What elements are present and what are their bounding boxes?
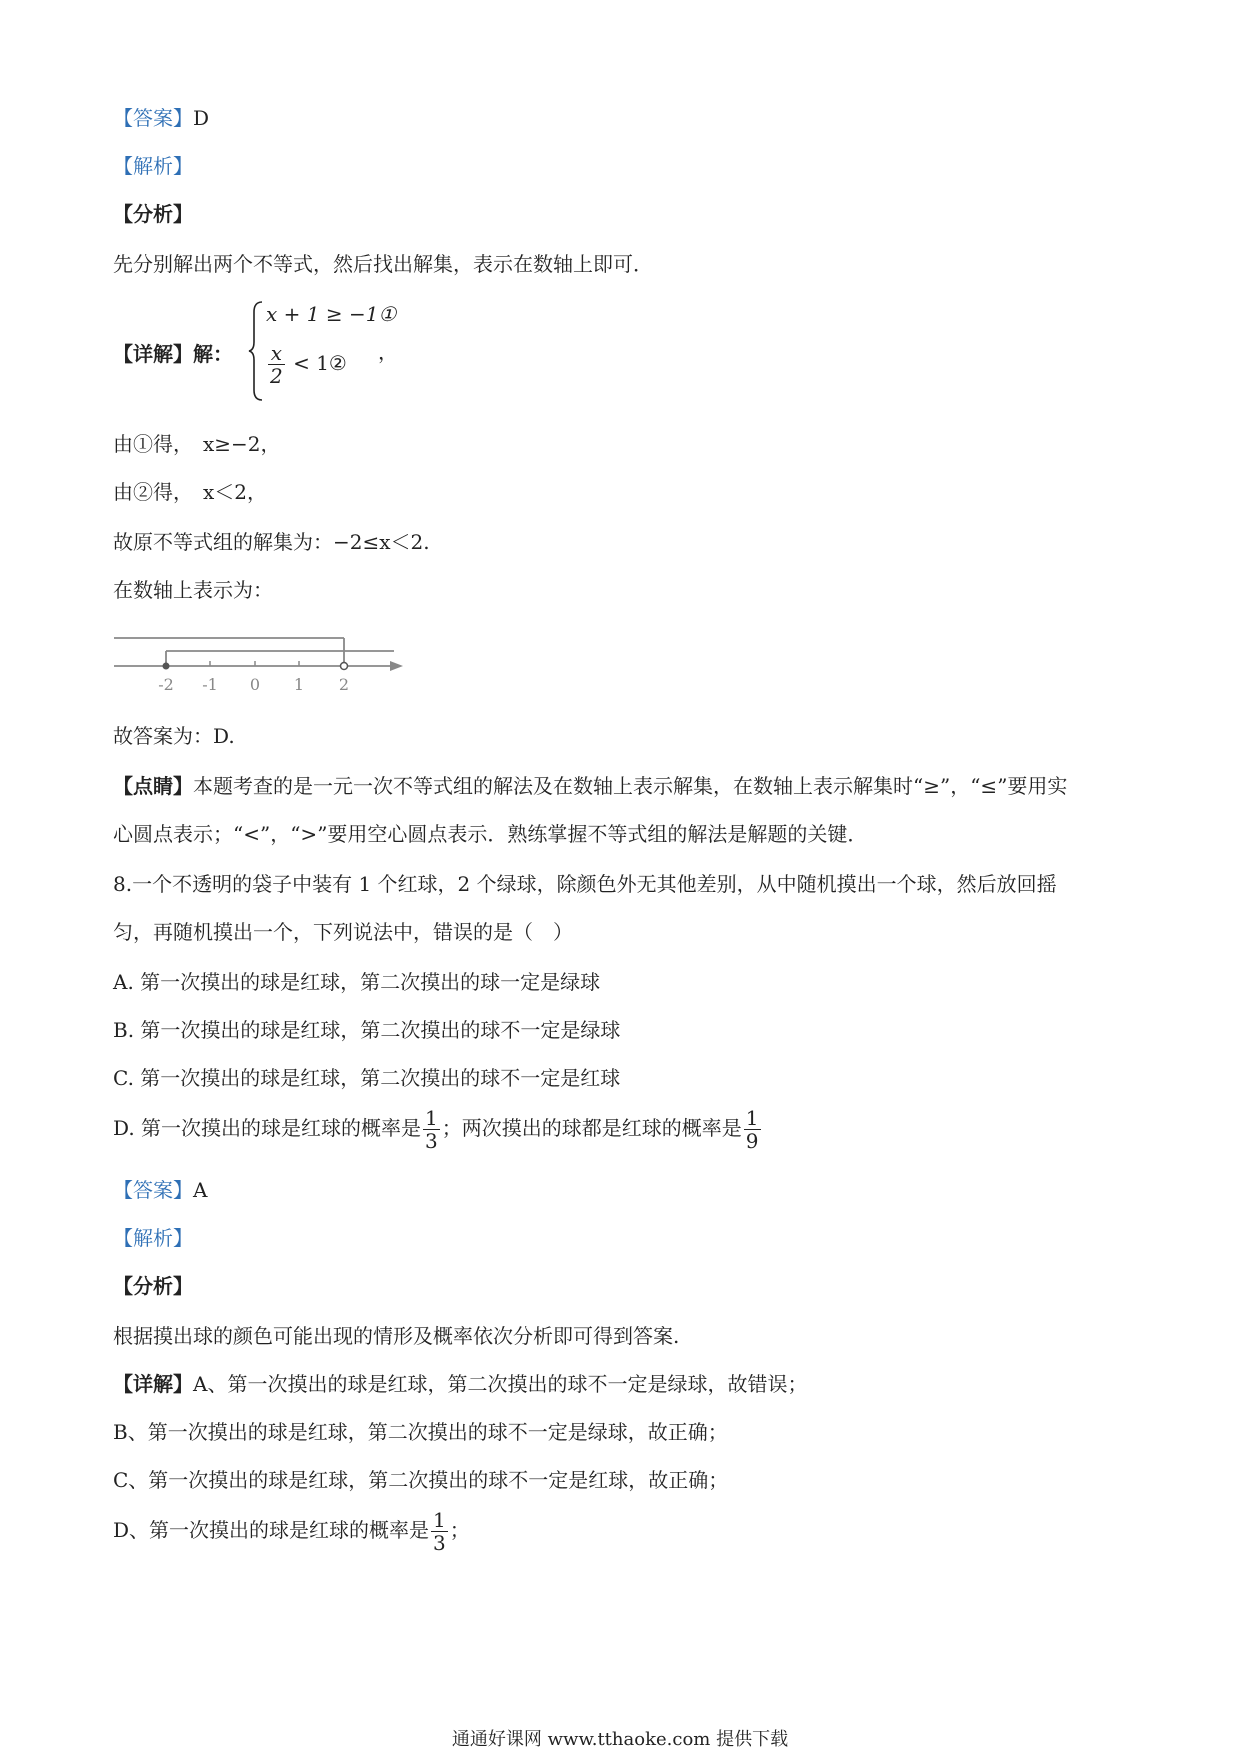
system-comma: ，	[378, 340, 398, 364]
answer-label: 【答案】	[113, 1178, 193, 1202]
q8-detail-a-text: A、第一次摸出的球是红球，第二次摸出的球不一定是绿球，故错误；	[193, 1372, 808, 1396]
bracket-lines	[114, 638, 394, 665]
step-2: 由②得， x＜2，	[113, 480, 268, 504]
dianjing-line-2: 心圆点表示；“<”，“>”要用空心圆点表示．熟练掌握不等式组的解法是解题的关键．	[113, 822, 868, 846]
fraction-denominator: 3	[433, 1531, 446, 1555]
q8-option-c: C. 第一次摸出的球是红球，第二次摸出的球不一定是红球	[113, 1066, 621, 1090]
analysis-heading: 【解析】	[113, 154, 193, 178]
number-line-figure	[112, 628, 412, 698]
dianjing-text-1: 本题考查的是一元一次不等式组的解法及在数轴上表示解集，在数轴上表示解集时“≥”，“≤”要用实	[193, 774, 1068, 798]
q8-detail-d-pre: D、第一次摸出的球是红球的概率是	[113, 1518, 430, 1542]
inequality-2	[266, 342, 347, 387]
q8-stem-1: 8.一个不透明的袋子中装有 1 个红球，2 个绿球，除颜色外无其他差别，从中随机摸出一个球，然后放回摇	[113, 872, 1057, 896]
detail-heading: 【详解】解：	[113, 342, 233, 366]
closed-dot-minus-2	[163, 663, 170, 670]
solution-set: 故原不等式组的解集为：−2≤x＜2.	[113, 530, 430, 554]
tick-label-1: 1	[293, 675, 305, 694]
inequality-2-rest: < 1②	[293, 351, 347, 375]
answer-value: D	[193, 106, 210, 130]
fraction-denominator: 3	[425, 1129, 438, 1153]
q8-option-d-pre: D. 第一次摸出的球是红球的概率是	[113, 1116, 422, 1140]
fraction-numerator: 1	[433, 1508, 446, 1532]
dianjing-line-1	[113, 772, 1067, 800]
open-dot-2	[341, 663, 348, 670]
q8-fenxi-text: 根据摸出球的颜色可能出现的情形及概率依次分析即可得到答案.	[113, 1324, 680, 1348]
q8-option-a: A. 第一次摸出的球是红球，第二次摸出的球一定是绿球	[113, 970, 601, 994]
detail-heading: 【详解】	[113, 1372, 193, 1396]
axis	[114, 661, 403, 671]
fraction-denominator: 9	[745, 1129, 759, 1153]
answer-line-q7	[113, 104, 209, 132]
inequality-1: x + 1 ≥ −1①	[266, 302, 397, 326]
fraction-denominator: 2	[270, 364, 283, 388]
fraction-numerator: 1	[745, 1106, 759, 1130]
step-1: 由①得， x≥−2，	[113, 432, 281, 456]
q8-option-b: B. 第一次摸出的球是红球，第二次摸出的球不一定是绿球	[113, 1018, 621, 1042]
number-line-intro: 在数轴上表示为：	[113, 578, 273, 602]
tick-label-2: 2	[338, 675, 350, 694]
fenxi-heading: 【分析】	[113, 1274, 193, 1298]
analysis-heading: 【解析】	[113, 1226, 193, 1250]
q8-stem-2: 匀，再随机摸出一个，下列说法中，错误的是（ ）	[113, 920, 573, 944]
detail-label	[113, 340, 233, 368]
final-answer-q7: 故答案为：D.	[113, 724, 235, 748]
tick-label-0: 0	[249, 675, 261, 694]
dianjing-heading: 【点睛】	[113, 774, 193, 798]
answer-label: 【答案】	[113, 106, 193, 130]
fraction-numerator: 1	[425, 1106, 438, 1130]
q8-detail-c: C、第一次摸出的球是红球，第二次摸出的球不一定是红球，故正确；	[113, 1468, 729, 1492]
q8-detail-d-post: ；	[449, 1518, 470, 1542]
page-footer: 通通好课网 www.tthaoke.com 提供下载	[451, 1729, 789, 1750]
q8-option-d	[113, 1104, 763, 1152]
fenxi-text: 先分别解出两个不等式，然后找出解集，表示在数轴上即可．	[113, 252, 653, 276]
q8-detail-d	[113, 1506, 470, 1554]
q8-detail-a	[113, 1370, 807, 1398]
tick-label-minus-2: -2	[158, 675, 174, 694]
fenxi-heading: 【分析】	[113, 202, 193, 226]
left-brace	[248, 300, 264, 402]
q8-option-d-mid: ；两次摸出的球都是红球的概率是	[441, 1116, 742, 1140]
answer-value: A	[193, 1178, 208, 1202]
fraction-numerator: x	[270, 341, 282, 365]
q8-detail-b: B、第一次摸出的球是红球，第二次摸出的球不一定是绿球，故正确；	[113, 1420, 728, 1444]
answer-line-q8	[113, 1176, 207, 1204]
tick-label-minus-1: -1	[202, 675, 218, 694]
